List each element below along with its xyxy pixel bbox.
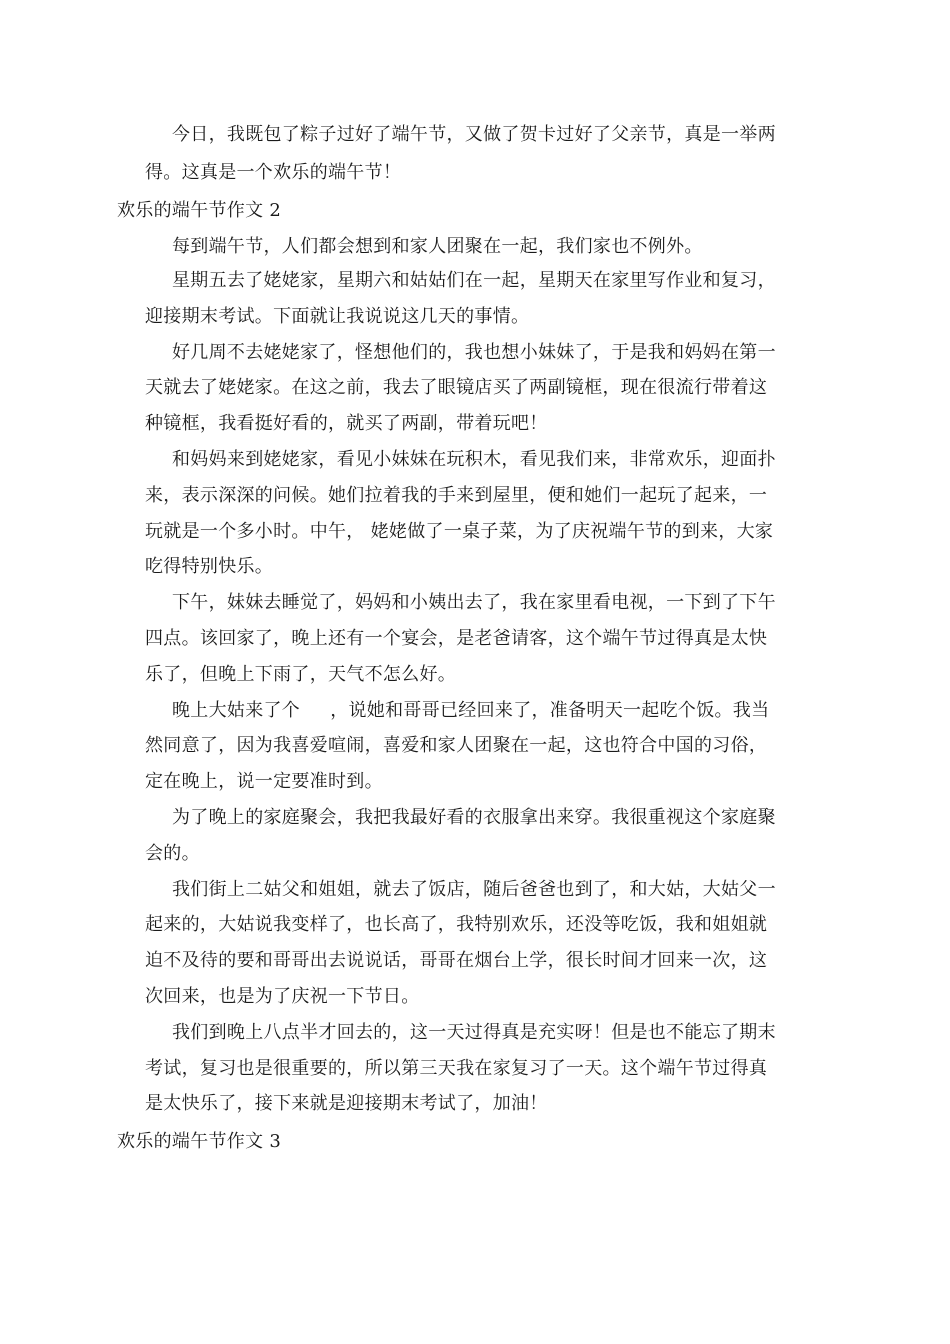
- section-heading: 欢乐的端午节作文 2: [117, 200, 282, 221]
- paragraph-line: 玩就是一个多小时。中午， 姥姥做了一桌子菜，为了庆祝端午节的到来，大家: [145, 521, 774, 542]
- paragraph-line: 考试，复习也是很重要的，所以第三天我在家复习了一天。这个端午节过得真: [145, 1058, 768, 1079]
- paragraph-line: 定在晚上，说一定要准时到。: [145, 771, 383, 792]
- paragraph-line: 次回来，也是为了庆祝一下节日。: [145, 986, 420, 1007]
- paragraph-line: 为了晚上的家庭聚会，我把我最好看的衣服拿出来穿。我很重视这个家庭聚: [172, 807, 776, 828]
- paragraph-line: 迫不及待的要和哥哥出去说说话，哥哥在烟台上学，很长时间才回来一次，这: [145, 950, 768, 971]
- paragraph-line: 乐了，但晚上下雨了，天气不怎么好。: [145, 664, 457, 685]
- paragraph-line: 然同意了，因为我喜爱喧闹，喜爱和家人团聚在一起，这也符合中国的习俗，: [145, 735, 768, 756]
- paragraph-line: 我们到晚上八点半才回去的，这一天过得真是充实呀！但是也不能忘了期末: [172, 1022, 776, 1043]
- paragraph-line: 会的。: [145, 843, 200, 864]
- paragraph-line: 起来的，大姑说我变样了，也长高了，我特别欢乐，还没等吃饭，我和姐姐就: [145, 914, 768, 935]
- paragraph-line: 每到端午节，人们都会想到和家人团聚在一起，我们家也不例外。: [172, 236, 703, 257]
- paragraph-line: 星期五去了姥姥家，星期六和姑姑们在一起，星期天在家里写作业和复习，: [172, 270, 776, 291]
- paragraph-line: 天就去了姥姥家。在这之前，我去了眼镜店买了两副镜框，现在很流行带着这: [145, 377, 768, 398]
- section-heading: 欢乐的端午节作文 3: [117, 1131, 282, 1152]
- paragraph-line: 吃得特别快乐。: [145, 556, 274, 577]
- paragraph-line: 好几周不去姥姥家了，怪想他们的，我也想小妹妹了，于是我和妈妈在第一: [172, 342, 776, 363]
- paragraph-line: 种镜框，我看挺好看的，就买了两副，带着玩吧！: [145, 413, 548, 434]
- paragraph-line: 下午，妹妹去睡觉了，妈妈和小姨出去了，我在家里看电视，一下到了下午: [172, 592, 776, 613]
- paragraph-line: 是太快乐了，接下来就是迎接期末考试了，加油！: [145, 1093, 548, 1114]
- paragraph-line: 和妈妈来到姥姥家，看见小妹妹在玩积木，看见我们来，非常欢乐，迎面扑: [172, 449, 776, 470]
- paragraph-line: 来，表示深深的问候。她们拉着我的手来到屋里，便和她们一起玩了起来，一: [145, 485, 768, 506]
- paragraph-line: 迎接期末考试。下面就让我说说这几天的事情。: [145, 306, 530, 327]
- paragraph-line: 得。这真是一个欢乐的端午节！: [145, 162, 402, 183]
- paragraph-line: 我们街上二姑父和姐姐，就去了饭店，随后爸爸也到了，和大姑，大姑父一: [172, 879, 776, 900]
- paragraph-line: 晚上大姑来了个 ，说她和哥哥已经回来了，准备明天一起吃个饭。我当: [172, 700, 770, 721]
- paragraph-line: 今日，我既包了粽子过好了端午节，又做了贺卡过好了父亲节，真是一举两: [172, 124, 776, 145]
- paragraph-line: 四点。该回家了，晚上还有一个宴会，是老爸请客，这个端午节过得真是太快: [145, 628, 768, 649]
